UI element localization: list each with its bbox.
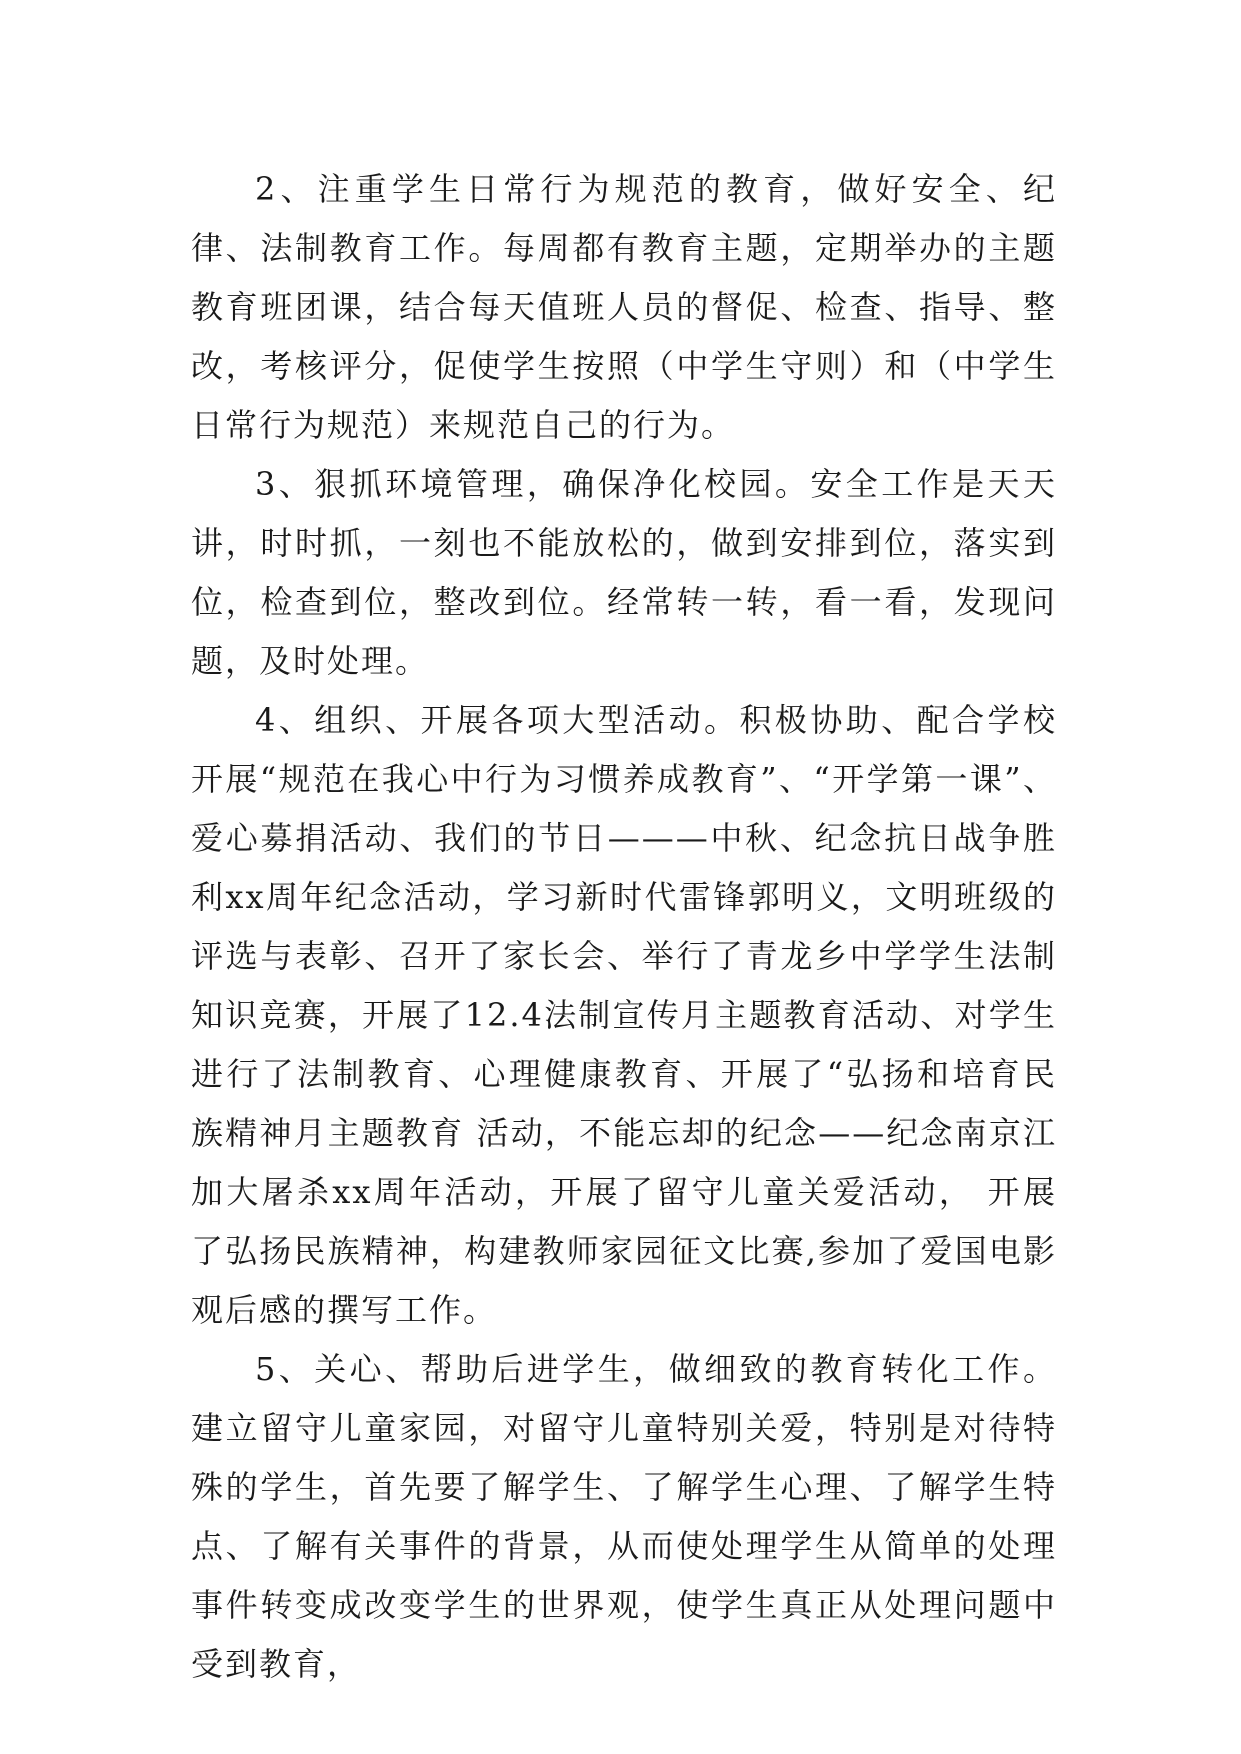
paragraph-item-2-behavior-norms: 2、注重学生日常行为规范的教育，做好安全、纪律、法制教育工作。每周都有教育主题，定期举办的主题教育班团课，结合每天值班人员的督促、检查、指导、整改，考核评分，促使学生按照（中学生守则）和（中学生日常行为规范）来规范自己的行为。 (191, 170, 1057, 444)
paragraph-item-4-large-activities: 4、组织、开展各项大型活动。积极协助、配合学校开展“规范在我心中行为习惯养成教育”、“开学第一课”、爱心募捐活动、我们的节日———中秋、纪念抗日战争胜利xx周年纪念活动，学习新时代雷锋郭明义，文明班级的评选与表彰、召开了家长会、举行了青龙乡中学学生法制知识竞赛，开展了12.4法制宣传月主题教育活动、对学生进行了法制教育、心理健康教育、开展了“弘扬和培育民族精神月主题教育 活动，不能忘却的纪念——纪念南京江加大屠杀xx周年活动，开展了留守儿童关爱活动， 开展了弘扬民族精神，构建教师家园征文比赛,参加了爱国电影观后感的撰写工作。 (191, 701, 1057, 1329)
document-body (191, 160, 1057, 1694)
paragraph-item-3-environment-management: 3、狠抓环境管理，确保净化校园。安全工作是天天讲，时时抓，一刻也不能放松的，做到安排到位，落实到位，检查到位，整改到位。经常转一转，看一看，发现问题，及时处理。 (191, 465, 1057, 680)
paragraph-item-5-care-for-students: 5、关心、帮助后进学生，做细致的教育转化工作。建立留守儿童家园，对留守儿童特别关爱，特别是对待特殊的学生，首先要了解学生、了解学生心理、了解学生特点、了解有关事件的背景，从而使处理学生从简单的处理事件转变成改变学生的世界观，使学生真正从处理问题中受到教育， (191, 1350, 1057, 1683)
